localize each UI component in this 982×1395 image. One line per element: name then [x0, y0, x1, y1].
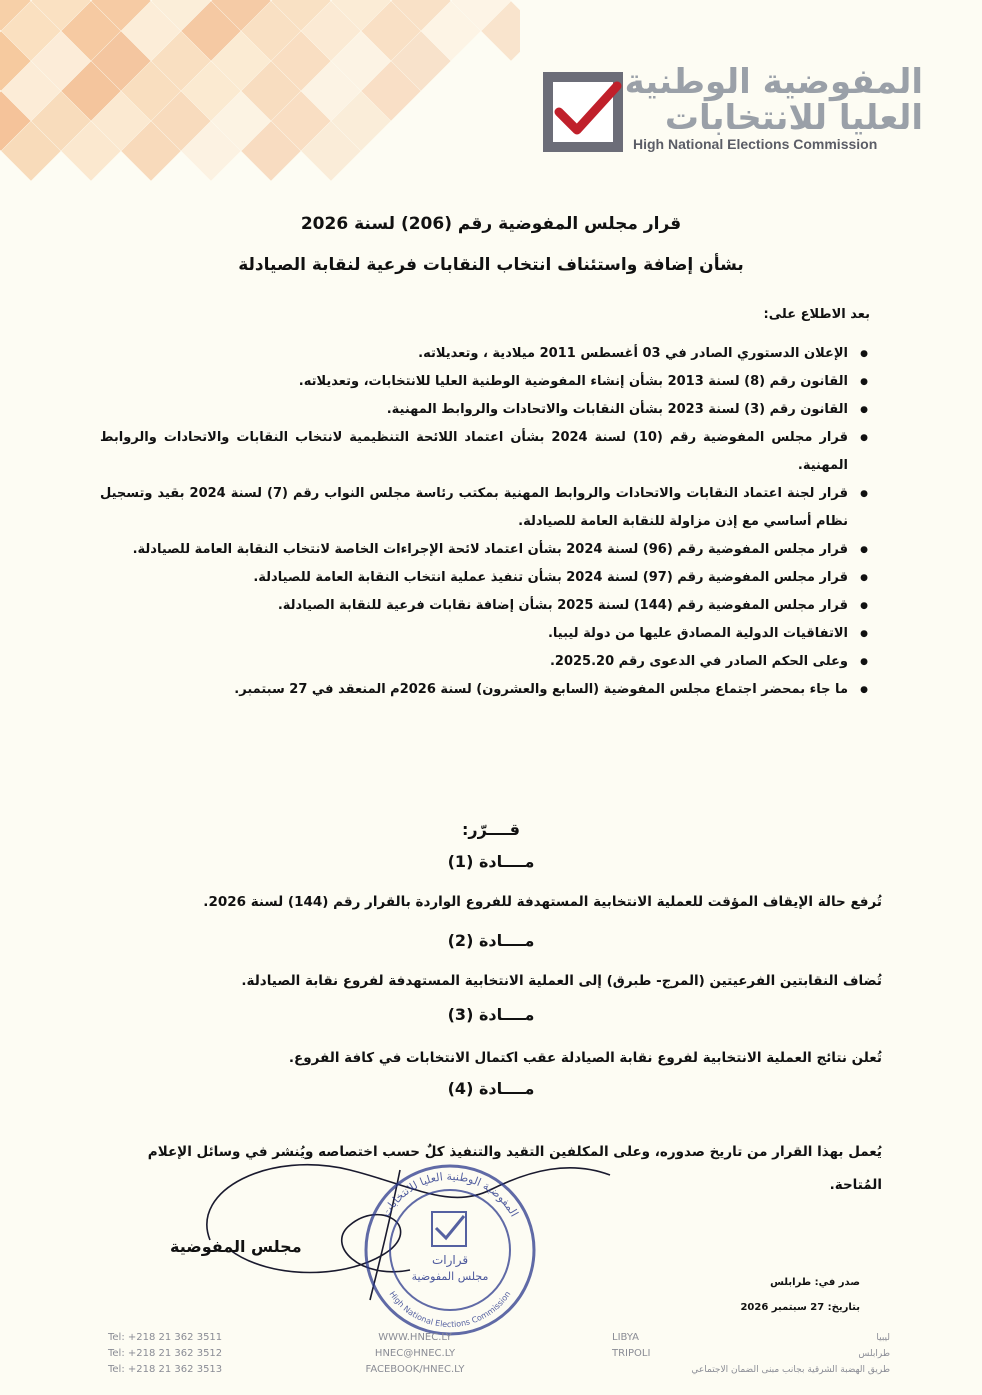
article-2-text: تُضاف النقابتين الفرعيتين (المرج- طبرق) إلى العملية الانتخابية المستهدفة لفروع نقابة الصيادلة.: [241, 973, 882, 989]
issue-info: [710, 1270, 860, 1320]
issue-place: صدر في: طرابلس: [770, 1277, 860, 1288]
list-item: ● وعلى الحكم الصادر في الدعوى رقم 2025.20.: [100, 648, 870, 676]
footer-web: [340, 1330, 490, 1378]
footer-location-ar: [691, 1330, 890, 1378]
country-en: LIBYA: [612, 1332, 640, 1343]
article-3-heading: مــــادة (3): [447, 1005, 535, 1024]
phone-3: Tel: +218 21 362 3513: [108, 1364, 223, 1375]
decision-heading: قــــرّر:: [462, 820, 520, 839]
city-en: TRIPOLI: [612, 1348, 651, 1359]
ballot-check-icon: [543, 72, 623, 152]
svg-text:قرارات: قرارات: [431, 1253, 469, 1267]
footer-phones: [108, 1330, 222, 1378]
article-2-heading: مــــادة (2): [447, 931, 535, 950]
article-1-text: تُرفع حالة الإيقاف المؤقت للعملية الانتخابية المستهدفة للفروع الواردة بالقرار رقم (144) لسنة 2026.: [203, 894, 882, 910]
country-ar: ليبيا: [876, 1333, 890, 1343]
logo-arabic-line2: العليا للانتخابات: [664, 98, 923, 138]
phone-1: Tel: +218 21 362 3511: [108, 1332, 223, 1343]
article-1-heading: مــــادة (1): [447, 852, 535, 871]
list-item: ● قرار لجنة اعتماد النقابات والاتحادات والروابط المهنية بمكتب رئاسة مجلس النواب رقم (7) لسنة 2024 بقيد وتسجيل نظام أساسي مع إذن مزاولة للنقابة العامة للصيادلة.: [100, 480, 870, 536]
svg-text:المفوضية الوطنية العليا للانتخ: المفوضية الوطنية العليا للانتخابات: [379, 1169, 521, 1220]
footer-location-en: [612, 1330, 650, 1362]
list-item: ● قرار مجلس المفوضية رقم (97) لسنة 2024 بشأن تنفيذ عملية انتخاب النقابة العامة للصيادلة.: [100, 564, 870, 592]
signatory-label: مجلس المفوضية: [170, 1237, 302, 1256]
article-3-text: تُعلن نتائج العملية الانتخابية لفروع نقابة الصيادلة عقب اكتمال الانتخابات في كافة الفروع.: [288, 1050, 882, 1066]
logo-english-name: High National Elections Commission: [633, 136, 878, 152]
email-link[interactable]: HNEC@HNEC.LY: [374, 1348, 456, 1359]
preamble-list: [100, 340, 870, 704]
website-link[interactable]: WWW.HNEC.LY: [378, 1332, 452, 1343]
facebook-link[interactable]: FACEBOOK/HNEC.LY: [365, 1364, 465, 1375]
decision-subtitle: بشأن إضافة واستئناف انتخاب النقابات فرعية لنقابة الصيادلة: [238, 255, 744, 275]
list-item: ● قرار مجلس المفوضية رقم (96) لسنة 2024 بشأن اعتماد لائحة الإجراءات الخاصة لانتخاب النقابة العامة للصيادلة.: [100, 536, 870, 564]
list-item: ● الإعلان الدستوري الصادر في 03 أغسطس 2011 ميلادية ، وتعديلاته.: [100, 340, 870, 368]
logo-arabic-line1: المفوضية الوطنية: [624, 62, 923, 102]
list-item: ● القانون رقم (8) لسنة 2013 بشأن إنشاء المفوضية الوطنية العليا للانتخابات، وتعديلاته.: [100, 368, 870, 396]
list-item: ● قرار مجلس المفوضية رقم (10) لسنة 2024 بشأن اعتماد اللائحة التنظيمية لانتخاب النقابات والاتحادات والروابط المهنية.: [100, 424, 870, 480]
issue-date: بتاريخ: 27 سبتمبر 2026: [740, 1302, 860, 1313]
article-4-heading: مــــادة (4): [447, 1079, 535, 1098]
hnec-logo: [535, 62, 935, 162]
list-item: ● الاتفاقيات الدولية المصادق عليها من دولة ليبيا.: [100, 620, 870, 648]
list-item: ● ما جاء بمحضر اجتماع مجلس المفوضية (السابع والعشرون) لسنة 2026م المنعقد في 27 سبتمبر.: [100, 676, 870, 704]
preamble-intro: بعد الاطلاع على:: [763, 307, 870, 322]
official-seal: [360, 1160, 540, 1340]
city-ar: طرابلس: [858, 1349, 890, 1359]
address-ar: طريق الهضبة الشرقية بجانب مبنى الضمان الاجتماعي: [691, 1365, 890, 1375]
list-item: ● قرار مجلس المفوضية رقم (144) لسنة 2025 بشأن إضافة نقابات فرعية للنقابة الصيادلة.: [100, 592, 870, 620]
phone-2: Tel: +218 21 362 3512: [108, 1348, 223, 1359]
svg-text:High National Elections Commis: High National Elections Commission: [387, 1289, 513, 1330]
decision-title: قرار مجلس المفوضية رقم (206) لسنة 2026: [300, 214, 682, 234]
decorative-diamond-pattern: [0, 0, 520, 330]
list-item: ● القانون رقم (3) لسنة 2023 بشأن النقابات والاتحادات والروابط المهنية.: [100, 396, 870, 424]
article-4-text: يُعمل بهذا القرار من تاريخ صدوره، وعلى المكلفين التقيد والتنفيذ كلٌ حسب اختصاصه ويُنشر في وسائل الإعلام المُتاحة.: [147, 1144, 882, 1193]
svg-text:مجلس المفوضية: مجلس المفوضية: [411, 1270, 489, 1283]
